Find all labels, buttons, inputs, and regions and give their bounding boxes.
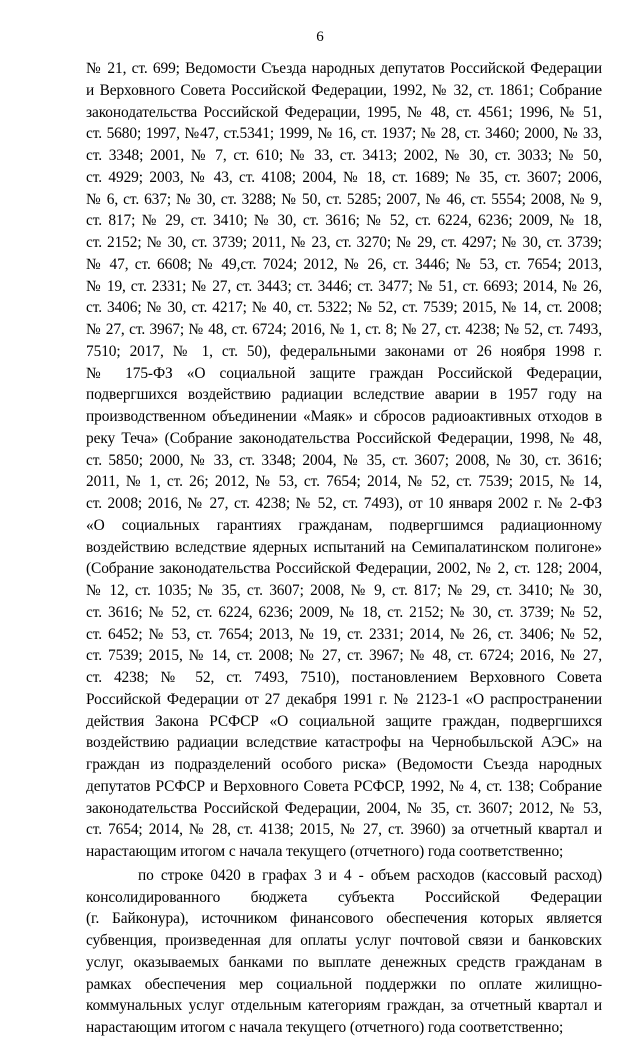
text-line: ст. 3406; № 30, ст. 4217; № 40, ст. 5322; № 52, ст. 7539; 2015, № 14, ст. 2008; bbox=[86, 299, 602, 317]
text-line: ст. 5850; 2000, № 33, ст. 3348; 2004, № 35, ст. 3607; 2008, № 30, ст. 3616; bbox=[86, 451, 602, 469]
text-line: ст. 3348; 2001, № 7, ст. 610; № 33, ст. 3413; 2002, № 30, ст. 3033; № 50, bbox=[86, 147, 602, 164]
paragraph-legal-references bbox=[86, 58, 602, 863]
document-body bbox=[86, 58, 602, 1039]
text-line: № 6, ст. 637; № 30, ст. 3288; № 50, ст. 5285; 2007, № 46, ст. 5554; 2008, № 9, bbox=[86, 190, 602, 208]
text-line: депутатов РСФСР и Верховного Совета РСФСР, 1992, № 4, ст. 138; Собрание bbox=[86, 777, 602, 795]
text-line: ст. 7654; 2014, № 28, ст. 4138; 2015, № 27, ст. 3960) за отчетный квартал и bbox=[86, 821, 602, 839]
text-line: рамках обеспечения мер социальной поддержки по оплате жилищно- bbox=[86, 975, 602, 993]
text-line: коммунальных услуг отдельным категориям граждан, за отчетный квартал и bbox=[86, 997, 602, 1015]
text-line: 2011, № 1, ст. 26; 2012, № 53, ст. 7654; 2014, № 52, ст. 7539; 2015, № 14, bbox=[86, 473, 602, 491]
text-line: (г. Байконура), источником финансового обеспечения которых является bbox=[86, 910, 602, 928]
text-line: нарастающим итогом с начала текущего (отчетного) года соответственно; bbox=[86, 1019, 564, 1036]
text-line: № 47, ст. 6608; № 49,ст. 7024; 2012, № 26, ст. 3446; № 53, ст. 7654; 2013, bbox=[86, 255, 602, 273]
text-line: реку Теча» (Собрание законодательства Российской Федерации, 1998, № 48, bbox=[86, 429, 602, 447]
text-line: ст. 4929; 2003, № 43, ст. 4108; 2004, № 18, ст. 1689; № 35, ст. 3607; 2006, bbox=[86, 168, 602, 186]
text-line: ст. 7539; 2015, № 14, ст. 2008; № 27, ст. 3967; № 48, ст. 6724; 2016, № 27, bbox=[86, 647, 602, 665]
text-line: законодательства Российской Федерации, 1995, № 48, ст. 4561; 1996, № 51, bbox=[86, 103, 602, 121]
text-line: производственном объединении «Маяк» и сбросов радиоактивных отходов в bbox=[86, 408, 602, 425]
paragraph-line-0420 bbox=[86, 865, 602, 1039]
text-line: № 19, ст. 2331; № 27, ст. 3443; ст. 3446; ст. 3477; № 51, ст. 6693; 2014, № 26, bbox=[86, 277, 602, 295]
text-line: граждан из подразделений особого риска» (Ведомости Съезда народных bbox=[86, 756, 602, 773]
text-line: услуг, оказываемых банками по выплате денежных средств гражданам в bbox=[86, 953, 602, 971]
text-line: № 21, ст. 699; Ведомости Съезда народных депутатов Российской Федерации bbox=[86, 60, 602, 77]
text-line: и Верховного Совета Российской Федерации, 1992, № 32, ст. 1861; Собрание bbox=[86, 81, 602, 99]
text-line: ст. 2152; № 30, ст. 3739; 2011, № 23, ст. 3270; № 29, ст. 4297; № 30, ст. 3739; bbox=[86, 234, 602, 251]
text-line: нарастающим итогом с начала текущего (отчетного) года соответственно; bbox=[86, 843, 564, 860]
text-line: консолидированного бюджета субъекта Российской Федерации bbox=[86, 888, 602, 906]
text-line: по строке 0420 в графах 3 и 4 - объем расходов (кассовый расход) bbox=[138, 866, 602, 884]
text-line: ст. 817; № 29, ст. 3410; № 30, ст. 3616; № 52, ст. 6224, 6236; 2009, № 18, bbox=[86, 212, 602, 230]
text-line: № 175-ФЗ «О социальной защите граждан Российской Федерации, bbox=[86, 364, 602, 382]
text-line: «О социальных гарантиях гражданам, подвергшимся радиационному bbox=[86, 516, 602, 534]
text-line: ст. 4238; № 52, ст. 7493, 7510), постановлением Верховного Совета bbox=[86, 669, 602, 686]
page-number: 6 bbox=[316, 29, 324, 45]
text-line: (Собрание законодательства Российской Федерации, 2002, № 2, ст. 128; 2004, bbox=[86, 560, 602, 578]
text-line: № 27, ст. 3967; № 48, ст. 6724; 2016, № 1, ст. 8; № 27, ст. 4238; № 52, ст. 7493, bbox=[86, 321, 602, 338]
text-line: воздействию вследствие ядерных испытаний на Семипалатинском полигоне» bbox=[86, 538, 602, 556]
text-line: Российской Федерации от 27 декабря 1991 г. № 2123-1 «О распространении bbox=[86, 690, 602, 708]
text-line: действия Закона РСФСР «О социальной защите граждан, подвергшихся bbox=[86, 712, 602, 730]
text-line: 7510; 2017, № 1, ст. 50), федеральными законами от 26 ноября 1998 г. bbox=[86, 342, 602, 360]
text-line: подвергшихся воздействию радиации вследствие аварии в 1957 году на bbox=[86, 386, 602, 404]
text-line: ст. 3616; № 52, ст. 6224, 6236; 2009, № 18, ст. 2152; № 30, ст. 3739; № 52, bbox=[86, 603, 602, 621]
text-line: ст. 6452; № 53, ст. 7654; 2013, № 19, ст. 2331; 2014, № 26, ст. 3406; № 52, bbox=[86, 625, 602, 643]
text-line: законодательства Российской Федерации, 2004, № 35, ст. 3607; 2012, № 53, bbox=[86, 799, 602, 817]
text-line: ст. 5680; 1997, №47, ст.5341; 1999, № 16, ст. 1937; № 28, ст. 3460; 2000, № 33, bbox=[86, 125, 602, 143]
text-line: № 12, ст. 1035; № 35, ст. 3607; 2008, № 9, ст. 817; № 29, ст. 3410; № 30, bbox=[86, 582, 602, 599]
text-line: ст. 2008; 2016, № 27, ст. 4238; № 52, ст. 7493), от 10 января 2002 г. № 2-ФЗ bbox=[86, 495, 602, 512]
text-line: воздействию радиации вследствие катастрофы на Чернобыльской АЭС» на bbox=[86, 734, 602, 752]
text-line: субвенция, произведенная для оплаты услуг почтовой связи и банковских bbox=[86, 932, 602, 949]
